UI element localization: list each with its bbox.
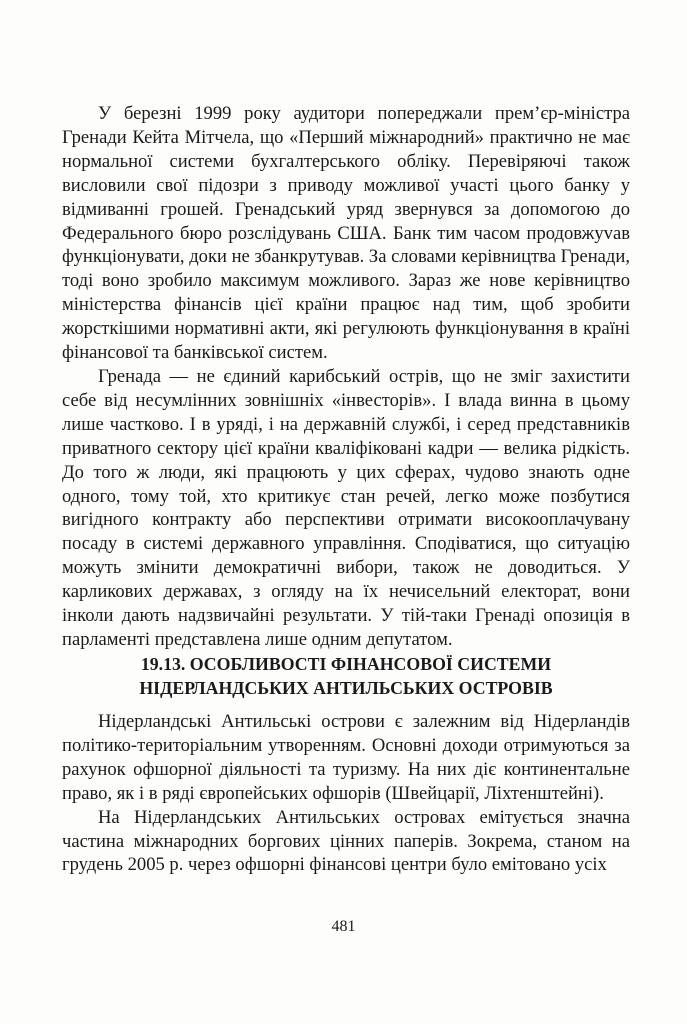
paragraph-grenada-investors: Гренада — не єдиний карибський острів, що не зміг захистити себе від несумлінних зовнішніх «інвесторів». І влада винна в цьому лише частково. І в уряді, і на державній службі, і серед представників приватного сектору цієї країни кваліфіковані кадри — велика рідкість. До того ж люди, які працюють у цих сферах, чудово знають одне одного, тому той, хто критикує стан речей, легко може позбутися вигідного контракту або перспективи отримати високооплачувану посаду в системі державного управління. Сподіватися, що ситуацію можуть змінити демократичні вибори, також не доводиться. У карликових державах, з огляду на їх нечисельний електорат, вони інколи дають надзвичайні результати. У тій-таки Гренаді опозиція в парламенті представлена лише одним депутатом. (62, 365, 630, 650)
section-heading-line-1: 19.13. ОСОБЛИВОСТІ ФІНАНСОВОЇ СИСТЕМИ (140, 654, 552, 674)
bottom-text-section (62, 710, 630, 877)
paragraph-audit-warning: У березні 1999 року аудитори попереджали прем’єр-міністра Гренади Кейта Мітчела, що «Перший міжнародний» практично не має нормальної системи бухгалтерського обліку. Перевіряючі також висловили свої підозри з приводу можливої участі цього банку у відмиванні грошей. Гренадський уряд звернувся за допомогою до Федерального бюро розслідувань США. Банк тим часом продовжуvав функціонувати, доки не збанкрутував. За словами керівництва Гренади, тоді воно зробило максимум можливого. Зараз же нове керівництво міністерства фінансів цієї країни працює над тим, щоб зробити жорсткішими нормативні акти, які регулюють функціонування в країні фінансової та банківської систем. (62, 103, 630, 364)
paragraph-antilles-overview: Нідерландські Антильські острови є залежним від Нідерландів політико-територіальним утворенням. Основні доходи отримуються за рахунок офшорної діяльності та туризму. На них діє континентальне право, як і в ряді європейських офшорів (Швейцарії, Ліхтенштейні). (62, 711, 630, 804)
section-heading-line-2: НІДЕРЛАНДСЬКИХ АНТИЛЬСЬКИХ ОСТРОВІВ (139, 678, 553, 698)
top-text-section (62, 102, 630, 652)
section-heading (62, 652, 630, 700)
page-number: 481 (331, 918, 356, 935)
paragraph-debt-securities: На Нідерландських Антильських островах емітується значна частина міжнародних боргових цінних паперів. Зокрема, станом на грудень 2005 р. через офшорні фінансові центри було емітовано усіх (62, 806, 630, 876)
